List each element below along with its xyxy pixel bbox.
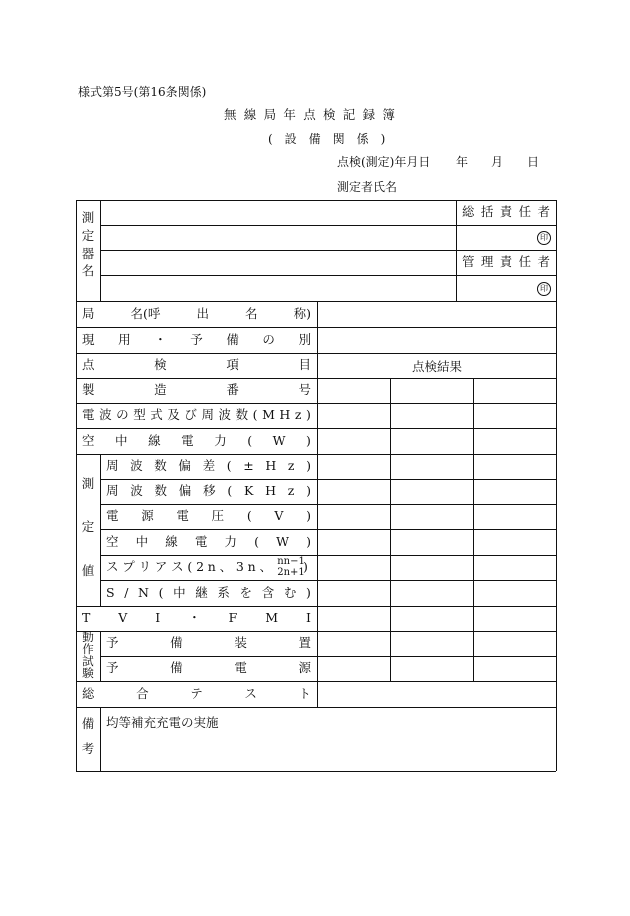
table-line — [100, 707, 101, 771]
table-line — [76, 771, 556, 772]
date-year-label: 年 — [456, 155, 469, 169]
equipment-name-label: 測 定 器 名 — [81, 210, 95, 279]
spurious-numerator: nn−1 — [277, 556, 305, 567]
table-line — [100, 200, 101, 301]
date-month-label: 月 — [491, 155, 504, 169]
current-spare-label: 現 用 ・ 予 備 の 別 — [82, 331, 311, 347]
table-line — [100, 225, 556, 226]
spurious-denominator: 2n+1 — [277, 567, 305, 578]
frequency-deviation-label: 周 波 数 偏 移 ( K H z ) — [106, 483, 311, 499]
table-line — [556, 200, 557, 771]
date-day-label: 日 — [527, 155, 540, 169]
spare-device-label: 予 備 装 置 — [106, 635, 311, 651]
table-line — [390, 378, 391, 681]
frequency-tolerance-label: 周 波 数 偏 差 ( ± H z ) — [106, 458, 311, 474]
inspection-results-header: 点検結果 — [411, 359, 462, 375]
inspection-date-label: 点検(測定)年月日 — [337, 155, 431, 169]
table-line — [76, 707, 556, 708]
table-line — [456, 200, 457, 301]
station-name-label: 局 名(呼 出 名 称) — [82, 305, 311, 321]
form-reference: 様式第5号(第16条関係) — [78, 85, 207, 99]
tvi-fmi-label: T V I ・ F M I — [82, 610, 311, 626]
antenna-power-label: 空 中 線 電 力 ( W ) — [82, 432, 311, 448]
remarks-label: 備 考 — [81, 716, 95, 756]
emission-type-label: 電 波 の 型 式 及 び 周 波 数 ( M H z ) — [82, 407, 311, 423]
spurious-label: ス プ リ ア ス ( 2 n 、 3 n 、 — [106, 559, 272, 575]
remarks-text: 均等補充充電の実施 — [106, 715, 219, 730]
measured-values-label: 測 定 値 — [81, 476, 95, 578]
total-test-label: 総 合 テ ス ト — [82, 685, 311, 701]
inspector-name-label: 測定者氏名 — [337, 180, 398, 194]
table-line — [100, 631, 101, 681]
spurious-close-paren: ) — [303, 559, 308, 574]
table-line — [473, 378, 474, 681]
document-title: 無線局年点検記録簿 — [224, 107, 403, 122]
table-line — [100, 454, 101, 606]
manager-label: 管 理 責 任 者 — [462, 254, 550, 270]
serial-number-label: 製 造 番 号 — [82, 382, 311, 398]
supply-voltage-label: 電 源 電 圧 ( V ) — [106, 508, 311, 524]
spare-power-label: 予 備 電 源 — [106, 660, 311, 676]
table-line — [100, 275, 556, 276]
sn-ratio-label: S / N ( 中 継 系 を 含 む ) — [106, 584, 311, 600]
general-manager-label: 総 括 責 任 者 — [462, 204, 550, 220]
operation-test-label: 動 作 試 験 — [82, 630, 94, 681]
general-manager-seal: 印 — [537, 231, 551, 245]
inspection-items-header: 点 検 項 目 — [82, 357, 311, 373]
manager-seal: 印 — [537, 282, 551, 296]
measured-antenna-power-label: 空 中 線 電 力 ( W ) — [106, 533, 311, 549]
document-subtitle: (設備関係) — [268, 132, 398, 146]
